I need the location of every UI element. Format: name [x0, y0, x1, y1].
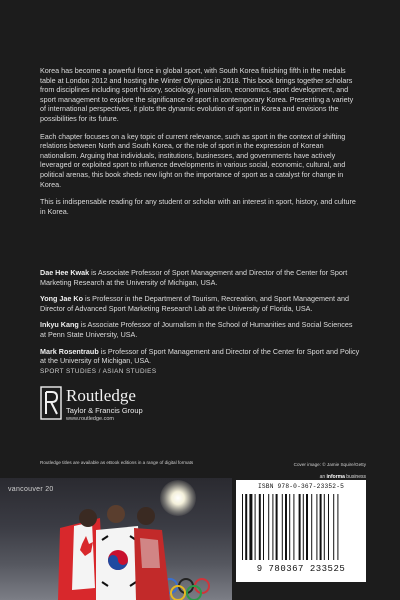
informa-suffix: business — [344, 474, 366, 480]
blurb-paragraph-2: Each chapter focuses on a key topic of current relevance, such as sport in the context of shifting relations between North and South Korea, or the role of sport in the expression of Korean nationalism. Arguing that individuals, institutions, businesses, and governments have actively leveraged or exploited sport to influence developments in various social, economic, cultural, and political arenas, this book sheds new light on the importance of sport as a catalyst for change in Korea. — [40, 131, 346, 189]
barcode-bars — [242, 494, 360, 560]
blurb — [40, 66, 360, 224]
publisher-logo — [40, 386, 190, 428]
isbn-label: ISBN 978-0-367-23352-5 — [257, 483, 345, 490]
publisher-url: www.routledge.com — [66, 416, 114, 422]
author-description: is Professor of Sport Management and Director of the Center for Sport and Policy at the University of Michigan, USA. — [40, 346, 360, 366]
author-bio — [40, 347, 360, 366]
informa-brand: informa — [326, 474, 345, 480]
informa-prefix: an — [319, 474, 327, 480]
publisher-name: Routledge — [66, 386, 136, 405]
barcode-digits: 9 780367 233525 — [256, 564, 346, 574]
barcode-box — [236, 480, 366, 582]
author-bio — [40, 294, 360, 313]
author-name: Inkyu Kang — [40, 320, 79, 330]
author-bio — [40, 320, 360, 339]
author-name: Mark Rosentraub — [40, 346, 99, 356]
author-description: is Associate Professor of Sport Management and Director of the Center for Sport Marketing Research at the University of Michigan, USA. — [40, 268, 348, 287]
author-name: Dae Hee Kwak — [40, 268, 90, 277]
author-bios — [40, 268, 360, 373]
cover-image-credit: Cover image: © Jamie Squire/Getty — [293, 462, 366, 467]
blurb-paragraph-1: Korea has become a powerful force in global sport, with South Korea finishing fifth in the medals table at London 2012 and hosting the Winter Olympics in 2018. This book brings together scholars from disciplines including sport history, sociology, journalism, economics, sport development, and sport management to explore the significance of sport in contemporary Korea. Presenting a variety of international perspectives, it plots the dynamic evolution of sport in Korea and envisions the possibilities for its future. — [40, 66, 354, 123]
cover-photo — [0, 478, 232, 600]
series-label: SPORT STUDIES / ASIAN STUDIES — [40, 368, 157, 375]
author-description: is Associate Professor of Journalism in the School of Humanities and Social Sciences at Penn State University, USA. — [40, 320, 353, 339]
blurb-paragraph-3: This is indispensable reading for any student or scholar with an interest in sport, history, and culture in Korea. — [40, 197, 356, 216]
photo-signage-text: vancouver 20 — [8, 486, 54, 493]
routledge-mark-icon — [40, 386, 62, 420]
publisher-group: Taylor & Francis Group — [66, 406, 143, 415]
author-name: Yong Jae Ko — [40, 294, 83, 304]
ebook-note: Routledge titles are available as eBook editions in a range of digital formats — [40, 460, 194, 465]
author-bio — [40, 268, 360, 287]
author-description: is Professor in the Department of Tourism, Recreation, and Sport Management and Director of Advanced Sport Marketing Research Lab at the University of Florida, USA. — [40, 294, 349, 313]
athletes-with-flags-image — [0, 478, 232, 600]
